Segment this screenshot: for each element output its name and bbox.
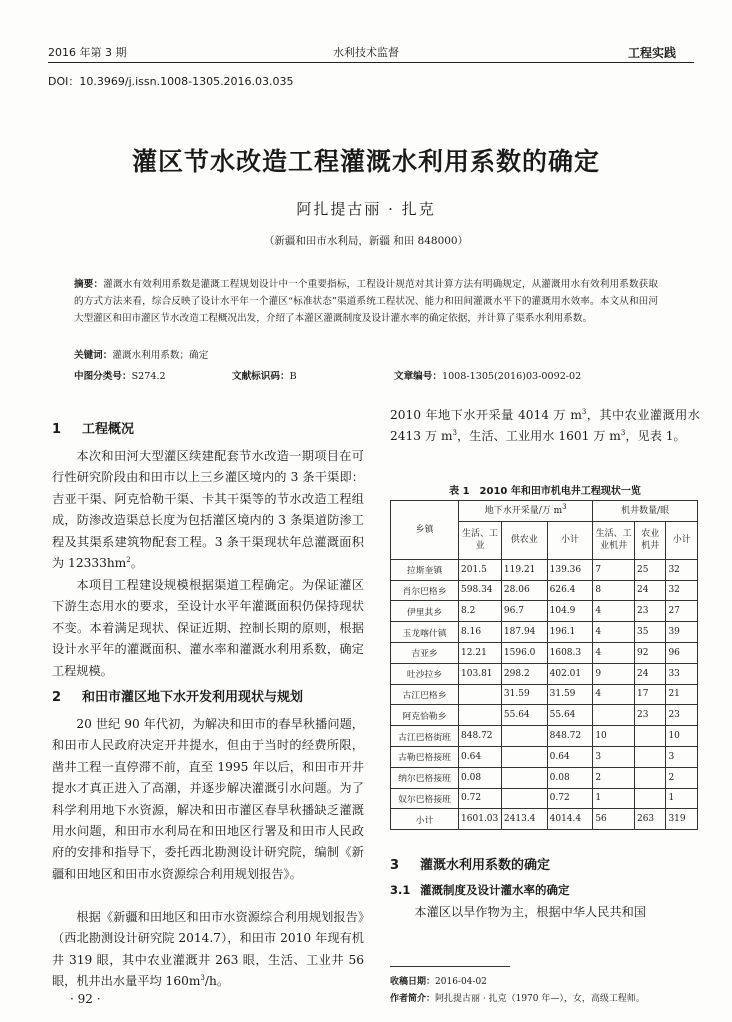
table-cell: 17 (634, 684, 665, 705)
table-cell: 31.59 (501, 684, 547, 705)
table-cell: 10 (666, 726, 698, 747)
col-agriculture: 供农业 (501, 521, 547, 559)
col-subtotal: 小计 (547, 521, 593, 559)
table-row (391, 663, 698, 684)
table-cell: 1608.3 (547, 642, 593, 663)
table-cell: 8 (593, 580, 635, 601)
header-rule (48, 62, 694, 63)
paragraph-5-d: ，见表 1。 (625, 429, 686, 444)
paragraph-4-sup: 3 (200, 974, 205, 983)
table-cell: 4014.4 (547, 809, 593, 830)
table-cell (593, 705, 635, 726)
table-cell: 0.72 (547, 788, 593, 809)
article-number-value: 1008-1305(2016)03-0092-02 (441, 371, 582, 382)
table-cell: 0.08 (459, 767, 502, 788)
table-cell-town: 肖尔巴格乡 (391, 580, 459, 601)
paragraph-1 (52, 446, 364, 574)
paragraph-5-sup1: 3 (581, 407, 587, 416)
col-well-life: 生活、工业机井 (593, 521, 635, 559)
table-caption: 表 1 2010 年和田市机电井工程现状一览 (449, 486, 641, 497)
col-extract-group (459, 501, 593, 522)
table-cell (634, 788, 665, 809)
section-1-title: 工程概况 (82, 422, 135, 437)
paragraph-1-text: 本次和田河大型灌区续建配套节水改造一期项目在可行性研究阶段由和田市以上三乡灌区境内的 3 条干渠即：吉亚干渠、阿克恰勒干渠、卡其干渠等的节水改造工程组成，防渗改造渠总长度为包括灌区境内的 3 条渠道防渗工程及其渠系建筑物配套工程。3 条干渠现状年总灌溉面积为 12333hm (52, 449, 364, 571)
paragraph-5-c: ，生活、工业用水 1601 万 m (456, 429, 621, 444)
table-row (391, 726, 698, 747)
table-cell-town: 阿克恰勒乡 (391, 705, 459, 726)
table-cell (459, 705, 502, 726)
footnote-received-value: 2016-04-02 (435, 977, 487, 987)
footnote-author (390, 991, 645, 1004)
table-cell: 7 (593, 559, 635, 580)
doc-code (232, 368, 297, 382)
table-cell: 0.72 (459, 788, 502, 809)
table-cell: 0.64 (459, 746, 502, 767)
article-number (394, 368, 581, 382)
abstract-text: 灌溉水有效利用系数是灌溉工程规划设计中一个重要指标，工程设计规范对其计算方法有明确规定，从灌溉用水有效利用系数获取的方式方法来看，综合反映了设计水平年一个灌区“标准状态”渠道系统工程状况、能力和田间灌溉水平下的灌溉用水效率。本文从和田河大型灌区和田市灌区节水改造工程概况出发，介绍了本灌区灌溉制度及设计灌水率的确定依据，并计算了渠系水利用系数。 (74, 279, 659, 325)
header-journal: 水利技术监督 (333, 46, 399, 59)
table-row (391, 788, 698, 809)
paragraph-1-sup: 2 (126, 555, 131, 564)
col-extract-label: 地下水开采量/万 m (484, 505, 563, 516)
paper-title: 灌区节水改造工程灌溉水利用系数的确定 (131, 147, 600, 176)
table-cell: 104.9 (547, 601, 593, 622)
table-cell: 32 (666, 580, 698, 601)
section-3-1-title: 灌溉制度及设计灌水率的确定 (420, 883, 570, 897)
table-cell: 23 (666, 705, 698, 726)
footnote-author-label: 作者简介： (390, 994, 436, 1004)
paragraph-5 (390, 405, 700, 448)
keywords-label: 关键词： (74, 350, 113, 361)
section-3-1-heading (390, 882, 570, 898)
doi: DOI：10.3969/j.issn.1008-1305.2016.03.035 (48, 75, 294, 88)
table-cell: 4 (593, 622, 635, 643)
paragraph-3: 20 世纪 90 年代初，为解决和田市的春旱秋播问题，和田市人民政府决定开井提水，但由于当时的经费所限，凿井工程一直停滞不前，直至 1995 年以后，和田市开井提水才真正进入了高潮，并逐步解决灌溉引水问题。为了科学利用地下水资源，解决和田市灌区春旱秋播缺乏灌溉用水问题，和田市水利局在和田地区行署及和田市人民政府的安排和指导下，委托西北勘测设计研究院，编制《新疆和田地区和田市水资源综合利用规划报告》。 (52, 717, 364, 881)
table-row (391, 684, 698, 705)
footnote-author-value: 阿扎提古丽 · 扎克（1970 年—），女，高级工程师。 (435, 994, 645, 1004)
table-cell-town: 奴尔巴格接班 (391, 788, 459, 809)
table-cell: 0.08 (547, 767, 593, 788)
table-cell: 56 (593, 809, 635, 830)
table-cell: 598.34 (459, 580, 502, 601)
table-cell: 4 (593, 601, 635, 622)
table-cell: 55.64 (501, 705, 547, 726)
table-cell: 9 (593, 663, 635, 684)
paragraph-5-sup3: 3 (620, 429, 626, 438)
paragraph-4 (52, 907, 364, 993)
table-cell: 119.21 (501, 559, 547, 580)
table-cell: 96 (666, 642, 698, 663)
table-cell-town: 古江巴格街班 (391, 726, 459, 747)
table-row (391, 809, 698, 830)
paragraph-5-sup2: 3 (452, 429, 457, 438)
table-cell: 4 (593, 684, 635, 705)
table-cell: 33 (666, 663, 698, 684)
table-cell: 27 (666, 601, 698, 622)
section-3-title: 灌溉水利用系数的确定 (420, 858, 551, 873)
table-cell-town: 伊里其乡 (391, 601, 459, 622)
table-row (391, 746, 698, 767)
footnote-received-label: 收稿日期： (390, 977, 436, 987)
table-cell-town: 吐沙拉乡 (391, 663, 459, 684)
table-row (391, 601, 698, 622)
table-cell: 24 (634, 580, 665, 601)
table-cell (501, 767, 547, 788)
abstract-label: 摘要： (74, 279, 104, 290)
article-number-label: 文章编号： (394, 371, 442, 382)
table-cell: 1601.03 (459, 809, 502, 830)
table-row (391, 642, 698, 663)
table-cell: 2 (666, 767, 698, 788)
abstract (74, 276, 658, 328)
section-1-number: 1 (52, 422, 62, 437)
doc-code-value: B (289, 371, 297, 382)
table-cell: 25 (634, 559, 665, 580)
col-extract-sup: 3 (562, 502, 567, 511)
section-2-number: 2 (52, 690, 62, 705)
col-life-industry: 生活、工业 (459, 521, 502, 559)
table-cell-town: 纳尔巴格接班 (391, 767, 459, 788)
table-cell: 1596.0 (501, 642, 547, 663)
table-cell (501, 788, 547, 809)
table-row (391, 767, 698, 788)
table-cell: 32 (666, 559, 698, 580)
section-1-heading (52, 418, 134, 437)
paragraph-4-text: 根据《新疆和田地区和田市水资源综合利用规划报告》（西北勘测设计研究院 2014.7），和田市 2010 年现有机井 319 眼，其中农业灌溉井 263 眼，生活、工业井 56 眼，机井出水量平均 160m (52, 910, 364, 989)
table-cell: 298.2 (501, 663, 547, 684)
table-cell: 8.2 (459, 601, 502, 622)
table-cell (634, 767, 665, 788)
col-well-agri: 农业机井 (634, 521, 665, 559)
keywords-text: 灌溉水利用系数；确定 (112, 350, 209, 361)
table-cell: 35 (634, 622, 665, 643)
footnote-received (390, 974, 487, 987)
header-section: 工程实践 (628, 46, 677, 60)
table-cell: 0.64 (547, 746, 593, 767)
table-row (391, 622, 698, 643)
table-cell: 2 (593, 767, 635, 788)
table-cell-town: 古勒巴格接班 (391, 746, 459, 767)
table-cell: 848.72 (459, 726, 502, 747)
table-cell (634, 726, 665, 747)
table-cell: 28.06 (501, 580, 547, 601)
paragraph-5-b: ，其中农业灌溉用水 2413 万 m (390, 408, 700, 444)
section-2-title: 和田市灌区地下水开发利用现状与规划 (82, 690, 304, 705)
table-cell-town: 玉龙喀什镇 (391, 622, 459, 643)
section-3-1-number: 3.1 (390, 883, 411, 897)
table-cell: 402.01 (547, 663, 593, 684)
table-cell: 626.4 (547, 580, 593, 601)
table-row (391, 580, 698, 601)
section-3-heading (390, 854, 550, 873)
author: 阿扎提古丽 · 扎克 (296, 200, 436, 218)
paragraph-4-end: /h。 (204, 974, 230, 989)
clc (74, 368, 166, 382)
table-cell: 96.7 (501, 601, 547, 622)
doc-code-label: 文献标识码： (232, 371, 290, 382)
table-cell: 3 (593, 746, 635, 767)
table-cell: 23 (634, 705, 665, 726)
section-2-heading (52, 686, 303, 705)
header-issue: 2016 年第 3 期 (48, 46, 127, 59)
table-cell: 55.64 (547, 705, 593, 726)
affiliation: （新疆和田市水利局，新疆 和田 848000） (263, 235, 469, 247)
col-town: 乡镇 (391, 501, 459, 560)
section-3-number: 3 (390, 858, 400, 873)
table-cell: 21 (666, 684, 698, 705)
table-cell: 139.36 (547, 559, 593, 580)
table-cell (634, 746, 665, 767)
table-cell: 187.94 (501, 622, 547, 643)
table-cell: 196.1 (547, 622, 593, 643)
table-cell: 263 (634, 809, 665, 830)
table-cell-town: 吉亚乡 (391, 642, 459, 663)
well-table (390, 500, 698, 830)
table-cell: 12.21 (459, 642, 502, 663)
table-cell: 319 (666, 809, 698, 830)
col-well-subtotal: 小计 (666, 521, 698, 559)
table-row (391, 559, 698, 580)
table-cell: 10 (593, 726, 635, 747)
table-cell: 2413.4 (501, 809, 547, 830)
table-cell-town: 古江巴格乡 (391, 684, 459, 705)
table-cell: 8.16 (459, 622, 502, 643)
clc-value: S274.2 (131, 371, 166, 382)
page-number: · 92 · (70, 992, 101, 1006)
footnote-rule (390, 966, 510, 967)
paragraph-2: 本项目工程建设规模根据渠道工程确定。为保证灌区下游生态用水的要求，至设计水平年灌溉面积仍保持现状不变。本着满足现状、保证近期、控制长期的原则，根据设计水平年的灌溉面积、灌水率和灌溉水利用系数，确定工程规模。 (52, 578, 364, 678)
table-cell: 1 (666, 788, 698, 809)
table-cell: 39 (666, 622, 698, 643)
table-cell: 4 (593, 642, 635, 663)
table-cell: 92 (634, 642, 665, 663)
table-cell (501, 726, 547, 747)
table-cell: 3 (666, 746, 698, 767)
clc-label: 中图分类号： (74, 371, 132, 382)
table-row (391, 705, 698, 726)
table-cell (501, 746, 547, 767)
keywords (74, 347, 208, 361)
table-cell (459, 684, 502, 705)
table-cell: 31.59 (547, 684, 593, 705)
paragraph-1-end: 。 (130, 556, 143, 571)
table-cell: 103.81 (459, 663, 502, 684)
table-cell: 201.5 (459, 559, 502, 580)
col-wells-group: 机井数量/眼 (593, 501, 698, 522)
table-cell: 1 (593, 788, 635, 809)
paragraph-5-a: 2010 年地下水开采量 4014 万 m (390, 408, 582, 422)
table-cell-town: 小计 (391, 809, 459, 830)
table-cell: 23 (634, 601, 665, 622)
table-cell: 24 (634, 663, 665, 684)
table-cell: 848.72 (547, 726, 593, 747)
paragraph-6: 本灌区以旱作物为主，根据中华人民共和国 (414, 905, 646, 919)
table-cell-town: 拉斯奎镇 (391, 559, 459, 580)
